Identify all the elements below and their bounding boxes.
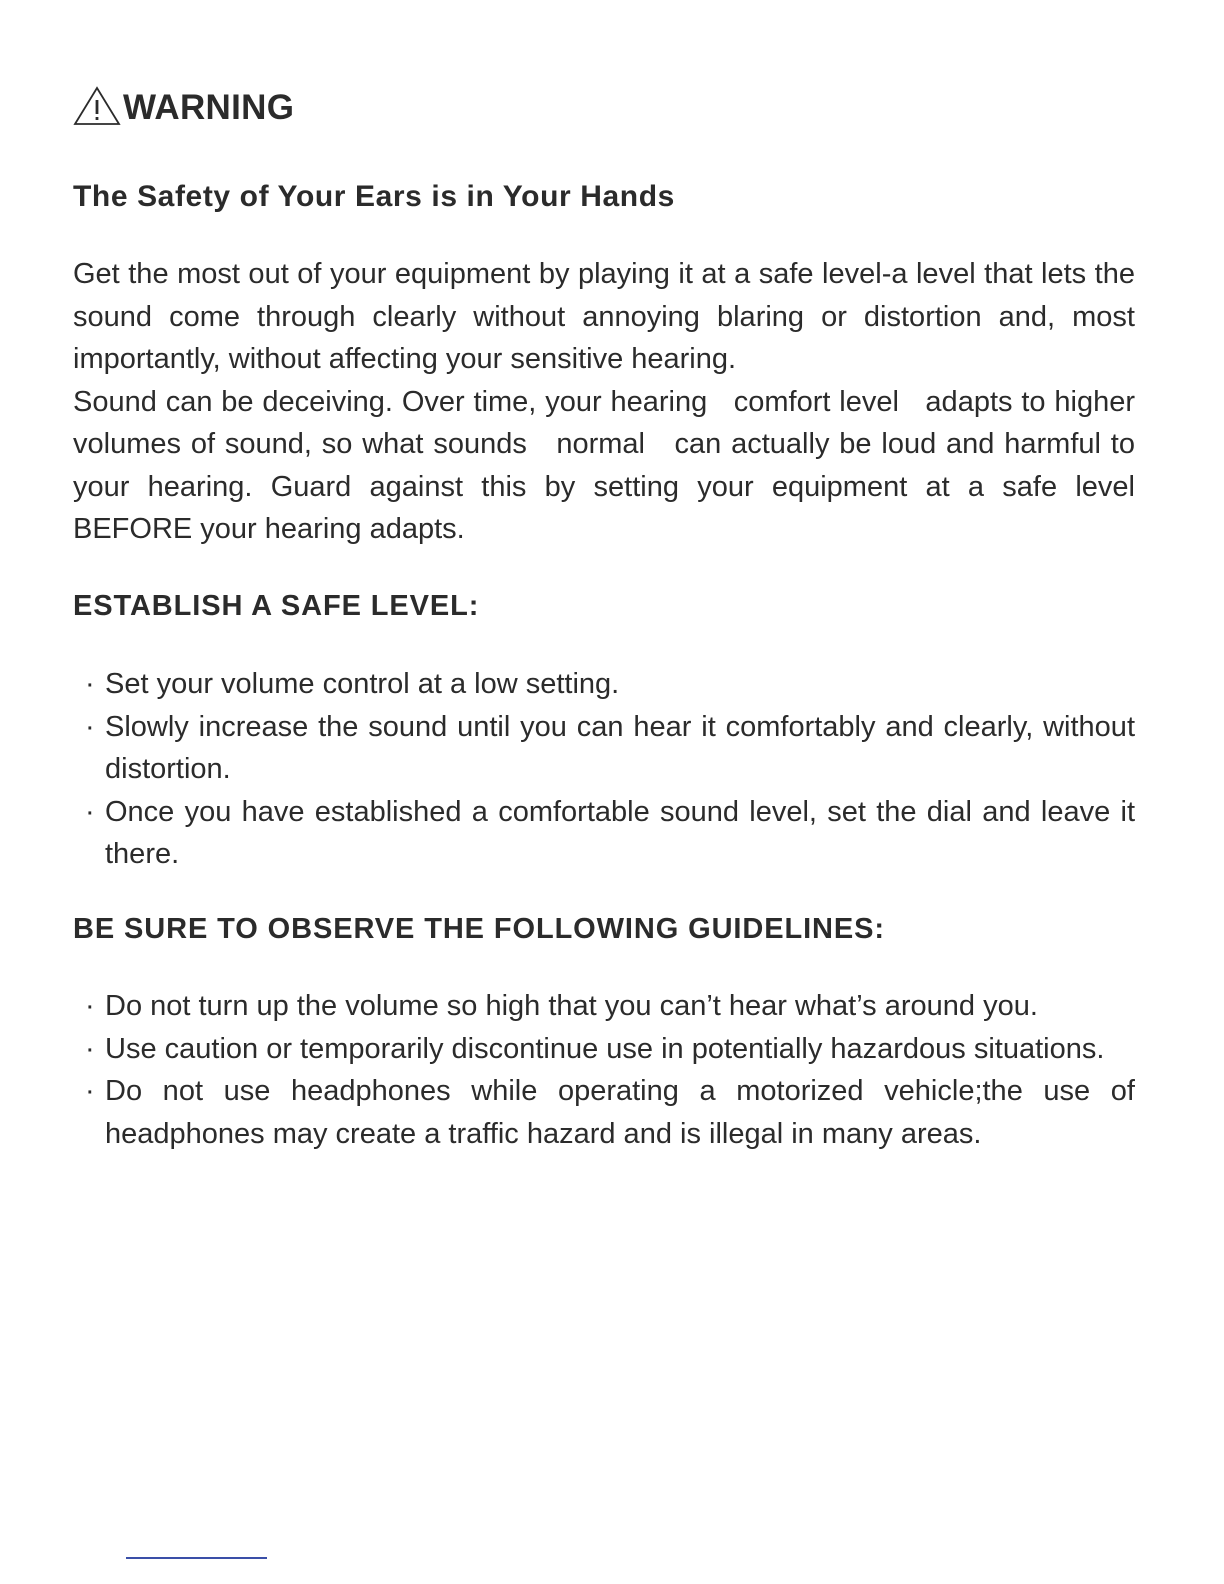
bullet-dot: · [85,1075,95,1107]
list-item [73,663,1135,706]
intro-text [73,253,1135,551]
list-item-text: Set your volume control at a low setting. [105,668,620,700]
guidelines-list [73,985,1135,1155]
warning-label: WARNING [123,88,295,127]
footer-rule [126,1557,267,1559]
bullet-dot: · [85,795,95,828]
page-subtitle: The Safety of Your Ears is in Your Hands [73,180,675,213]
list-item-text: Do not turn up the volume so high that you can’t hear what’s around you. [105,990,1038,1022]
bullet-dot: · [85,710,95,743]
warning-header [73,86,294,128]
establish-heading: ESTABLISH A SAFE LEVEL: [73,590,480,622]
intro-paragraph: Get the most out of your equipment by playing it at a safe level-a level that lets the sound come through clearly without annoying blaring or distortion and, most importantly, without affecting your sensitive hearing. [73,258,1135,375]
list-item [73,706,1135,791]
guidelines-heading: BE SURE TO OBSERVE THE FOLLOWING GUIDELINES: [73,913,885,945]
bullet-dot: · [85,668,95,700]
establish-list [73,663,1135,876]
list-item-text: Do not use headphones while operating a motorized vehicle;the use of headphones may create a traffic hazard and is illegal in many areas. [105,1075,1135,1150]
list-item [73,1070,1135,1155]
list-item [73,985,1135,1028]
warning-triangle-icon [73,86,121,126]
list-item-text: Slowly increase the sound until you can hear it comfortably and clearly, without distortion. [105,710,1135,785]
bullet-dot: · [85,990,95,1022]
list-item-text: Once you have established a comfortable sound level, set the dial and leave it there. [105,795,1135,870]
list-item [73,1028,1135,1071]
list-item [73,791,1135,876]
list-item-text: Use caution or temporarily discontinue use in potentially hazardous situations. [105,1032,1105,1065]
intro-paragraph: Sound can be deceiving. Over time, your hearing comfort level adapts to higher volumes of sound, so what sounds normal can actually be loud and harmful to your hearing. Guard against this by setting your equipment at a safe level BEFORE your hearing adapts. [73,385,1135,545]
bullet-dot: · [85,1032,95,1065]
